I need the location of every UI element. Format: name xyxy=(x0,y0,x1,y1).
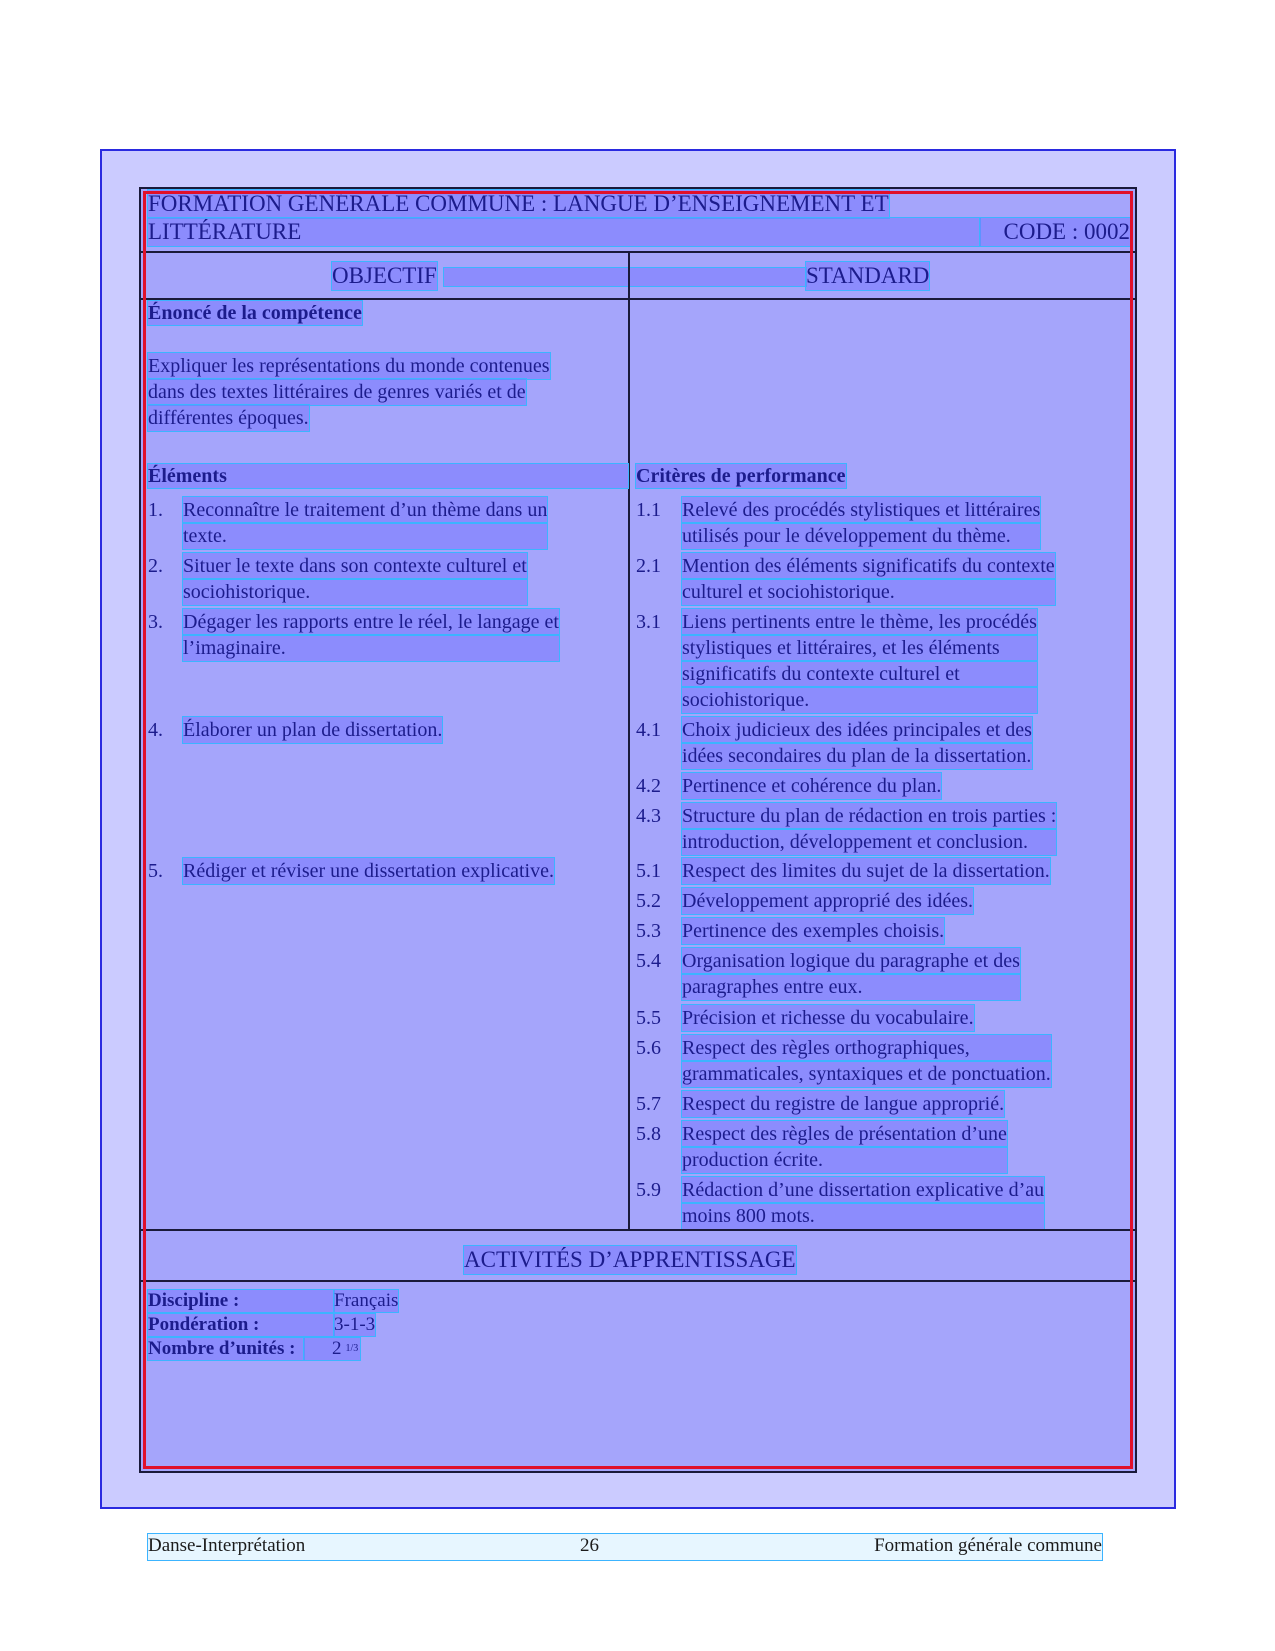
element-number: 2. xyxy=(148,555,163,577)
criterion-line: Relevé des procédés stylistiques et littéraires xyxy=(682,499,1041,521)
element-line: sociohistorique. xyxy=(183,579,527,605)
element-line: Dégager les rapports entre le réel, le langage et xyxy=(183,611,559,633)
criterion-line: sociohistorique. xyxy=(682,687,1037,713)
column-header-objectif: OBJECTIF xyxy=(332,263,437,288)
activities-bottom-divider xyxy=(141,1280,1135,1282)
criterion-line: production écrite. xyxy=(682,1147,1007,1173)
units-value xyxy=(304,1338,360,1360)
criterion-line: idées secondaires du plan de la dissertation. xyxy=(682,745,1032,767)
criterion-line: Respect des limites du sujet de la dissertation. xyxy=(682,860,1050,882)
criterion-number: 4.1 xyxy=(636,719,661,741)
column-header-connector xyxy=(444,268,806,286)
criterion-line: Organisation logique du paragraphe et des xyxy=(682,950,1020,972)
criterion-number: 5.7 xyxy=(636,1093,661,1115)
column-header-divider xyxy=(141,298,1135,300)
form-code: CODE : 0002 xyxy=(980,218,1130,246)
ponderation-label: Pondération : xyxy=(148,1314,334,1336)
criterion-line: introduction, développement et conclusion. xyxy=(682,829,1056,855)
ponderation-value: 3-1-3 xyxy=(334,1314,376,1335)
criterion-line: Mention des éléments significatifs du contexte xyxy=(682,555,1055,577)
criterion-number: 1.1 xyxy=(636,499,661,521)
units-whole: 2 xyxy=(332,1338,342,1359)
element-number: 3. xyxy=(148,611,163,633)
criterion-line: moins 800 mots. xyxy=(682,1203,1044,1229)
criterion-line: Précision et richesse du vocabulaire. xyxy=(682,1007,974,1029)
form-title-line2: LITTÉRATURE xyxy=(148,218,980,246)
form-title-line1: FORMATION GÉNÉRALE COMMUNE : LANGUE D’ENSEIGNEMENT ET xyxy=(148,191,889,216)
elements-heading: Éléments xyxy=(148,464,628,488)
criterion-line: Choix judicieux des idées principales et des xyxy=(682,719,1032,741)
element-line: Situer le texte dans son contexte culturel et xyxy=(183,555,527,577)
criterion-number: 5.5 xyxy=(636,1007,661,1029)
criterion-line: Pertinence et cohérence du plan. xyxy=(682,775,942,797)
criterion-number: 5.2 xyxy=(636,890,661,912)
criterion-number: 4.2 xyxy=(636,775,661,797)
criterion-number: 5.6 xyxy=(636,1037,661,1059)
competence-text xyxy=(148,353,550,431)
criterion-number: 5.3 xyxy=(636,920,661,942)
competence-line: dans des textes littéraires de genres variés et de xyxy=(148,381,526,403)
footer-program: Danse-Interprétation xyxy=(148,1535,306,1556)
activities-top-divider xyxy=(141,1229,1135,1231)
criterion-line: Respect des règles orthographiques, xyxy=(682,1035,1051,1061)
criterion-line: grammaticales, syntaxiques et de ponctuation. xyxy=(682,1063,1051,1085)
criterion-line: Respect des règles de présentation d’une xyxy=(682,1123,1007,1145)
units-label: Nombre d’unités : xyxy=(148,1338,304,1360)
criterion-number: 3.1 xyxy=(636,611,661,633)
element-line: l’imaginaire. xyxy=(183,635,559,661)
criterion-line: utilisés pour le développement du thème. xyxy=(682,523,1040,549)
column-divider xyxy=(628,252,630,1230)
criterion-line: Pertinence des exemples choisis. xyxy=(682,920,945,942)
criterion-line: Structure du plan de rédaction en trois parties : xyxy=(682,805,1057,827)
criterion-number: 5.1 xyxy=(636,860,661,882)
criterion-number: 4.3 xyxy=(636,805,661,827)
element-line: texte. xyxy=(183,523,547,549)
discipline-value: Français xyxy=(334,1290,399,1311)
criterion-line: paragraphes entre eux. xyxy=(682,974,1020,1000)
element-line: Reconnaître le traitement d’un thème dans un xyxy=(183,499,548,521)
header-divider xyxy=(141,251,1135,253)
element-line: Rédiger et réviser une dissertation explicative. xyxy=(183,860,554,882)
criterion-line: stylistiques et littéraires, et les éléments xyxy=(682,635,1037,661)
element-number: 5. xyxy=(148,860,163,882)
activities-heading: ACTIVITÉS D’APPRENTISSAGE xyxy=(464,1247,796,1272)
footer-page-number: 26 xyxy=(580,1535,599,1556)
competence-heading: Énoncé de la compétence xyxy=(148,302,362,324)
criterion-number: 5.8 xyxy=(636,1123,661,1145)
criterion-number: 5.4 xyxy=(636,950,661,972)
discipline-label: Discipline : xyxy=(148,1290,334,1312)
units-fraction: 1/3 xyxy=(345,1343,359,1354)
competence-line: différentes époques. xyxy=(148,407,309,429)
criterion-line: Liens pertinents entre le thème, les procédés xyxy=(682,611,1037,633)
criteria-heading: Critères de performance xyxy=(636,465,846,487)
criterion-line: Rédaction d’une dissertation explicative d’au xyxy=(682,1179,1045,1201)
element-number: 1. xyxy=(148,499,163,521)
footer-section: Formation générale commune xyxy=(874,1535,1102,1556)
criterion-line: Respect du registre de langue approprié. xyxy=(682,1093,1005,1115)
competence-line: Expliquer les représentations du monde contenues xyxy=(148,355,550,377)
criterion-line: Développement approprié des idées. xyxy=(682,890,974,912)
element-line: Élaborer un plan de dissertation. xyxy=(183,719,443,741)
criterion-line: culturel et sociohistorique. xyxy=(682,579,1055,605)
column-header-standard: STANDARD xyxy=(806,263,930,288)
criterion-number: 5.9 xyxy=(636,1179,661,1201)
criterion-number: 2.1 xyxy=(636,555,661,577)
criterion-line: significatifs du contexte culturel et xyxy=(682,661,1037,687)
element-number: 4. xyxy=(148,719,163,741)
